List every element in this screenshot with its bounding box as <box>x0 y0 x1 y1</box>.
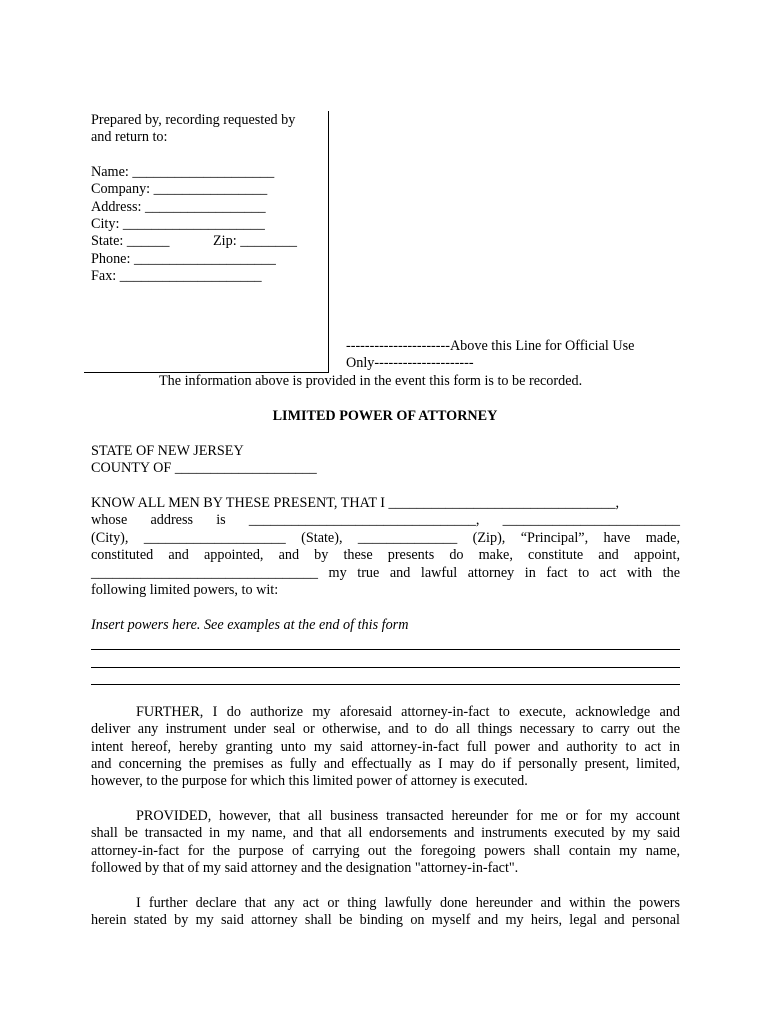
provided-paragraph-line-4: followed by that of my said attorney and the designation "attorney-in-fact". <box>91 860 519 876</box>
declare-paragraph-line-2: herein stated by my said attorney shall be binding on myself and my heirs, legal and personal <box>91 912 680 928</box>
insert-powers-note: Insert powers here. See examples at the end of this form <box>91 617 409 633</box>
powers-blank-line-3[interactable] <box>91 684 680 685</box>
limited-powers-intro: following limited powers, to wit: <box>91 582 279 598</box>
principal-city-state-zip[interactable]: (City), ____________________ (State), ______________ (Zip), “Principal”, have made, <box>91 530 680 546</box>
provided-paragraph-line-1: PROVIDED, however, that all business transacted hereunder for me or for my account <box>136 808 680 824</box>
company-field[interactable]: Company: ________________ <box>91 181 268 197</box>
phone-field[interactable]: Phone: ____________________ <box>91 251 276 267</box>
further-paragraph-line-3: intent hereof, hereby granting unto my said attorney-in-fact full power and authority to act in <box>91 739 680 755</box>
recorded-note: The information above is provided in the event this form is to be recorded. <box>159 373 583 389</box>
state-line: STATE OF NEW JERSEY <box>91 443 244 459</box>
address-field[interactable]: Address: _________________ <box>91 199 266 215</box>
city-field[interactable]: City: ____________________ <box>91 216 265 232</box>
further-paragraph-line-1: FURTHER, I do authorize my aforesaid attorney-in-fact to execute, acknowledge and <box>136 704 680 720</box>
official-use-line: ----------------------Above this Line for Official Use <box>346 338 635 354</box>
principal-address-field[interactable]: whose address is ________________________________, _________________________ <box>91 512 680 528</box>
document-title: LIMITED POWER OF ATTORNEY <box>272 408 498 424</box>
official-use-line-2: Only--------------------- <box>346 355 474 371</box>
appointment-text: constituted and appointed, and by these presents do make, constitute and appoint, <box>91 547 680 563</box>
further-paragraph-line-4: and concerning the premises as fully and effectually as I may do if personally present, limited, <box>91 756 680 772</box>
further-paragraph-line-5: however, to the purpose for which this limited power of attorney is executed. <box>91 773 528 789</box>
zip-field[interactable]: Zip: ________ <box>213 233 297 249</box>
recording-box-divider <box>328 111 329 373</box>
provided-paragraph-line-2: shall be transacted in my name, and that all endorsements and instruments executed by my said <box>91 825 680 841</box>
further-paragraph-line-2: deliver any instrument under seal or otherwise, and to do all things necessary to carry out the <box>91 721 680 737</box>
provided-paragraph-line-3: attorney-in-fact for the purpose of carrying out the foregoing powers shall contain my name, <box>91 843 680 859</box>
fax-field[interactable]: Fax: ____________________ <box>91 268 262 284</box>
attorney-in-fact-field[interactable]: ________________________________ my true and lawful attorney in fact to act with the <box>91 565 680 581</box>
powers-blank-line-1[interactable] <box>91 649 680 650</box>
name-field[interactable]: Name: ____________________ <box>91 164 275 180</box>
state-field[interactable]: State: ______ <box>91 233 170 249</box>
return-to-line: and return to: <box>91 129 168 145</box>
prepared-by-line: Prepared by, recording requested by <box>91 112 296 128</box>
declare-paragraph-line-1: I further declare that any act or thing lawfully done hereunder and within the powers <box>136 895 680 911</box>
principal-name-field[interactable]: KNOW ALL MEN BY THESE PRESENT, THAT I ________________________________, <box>91 495 620 511</box>
powers-blank-line-2[interactable] <box>91 667 680 668</box>
county-field[interactable]: COUNTY OF ____________________ <box>91 460 317 476</box>
